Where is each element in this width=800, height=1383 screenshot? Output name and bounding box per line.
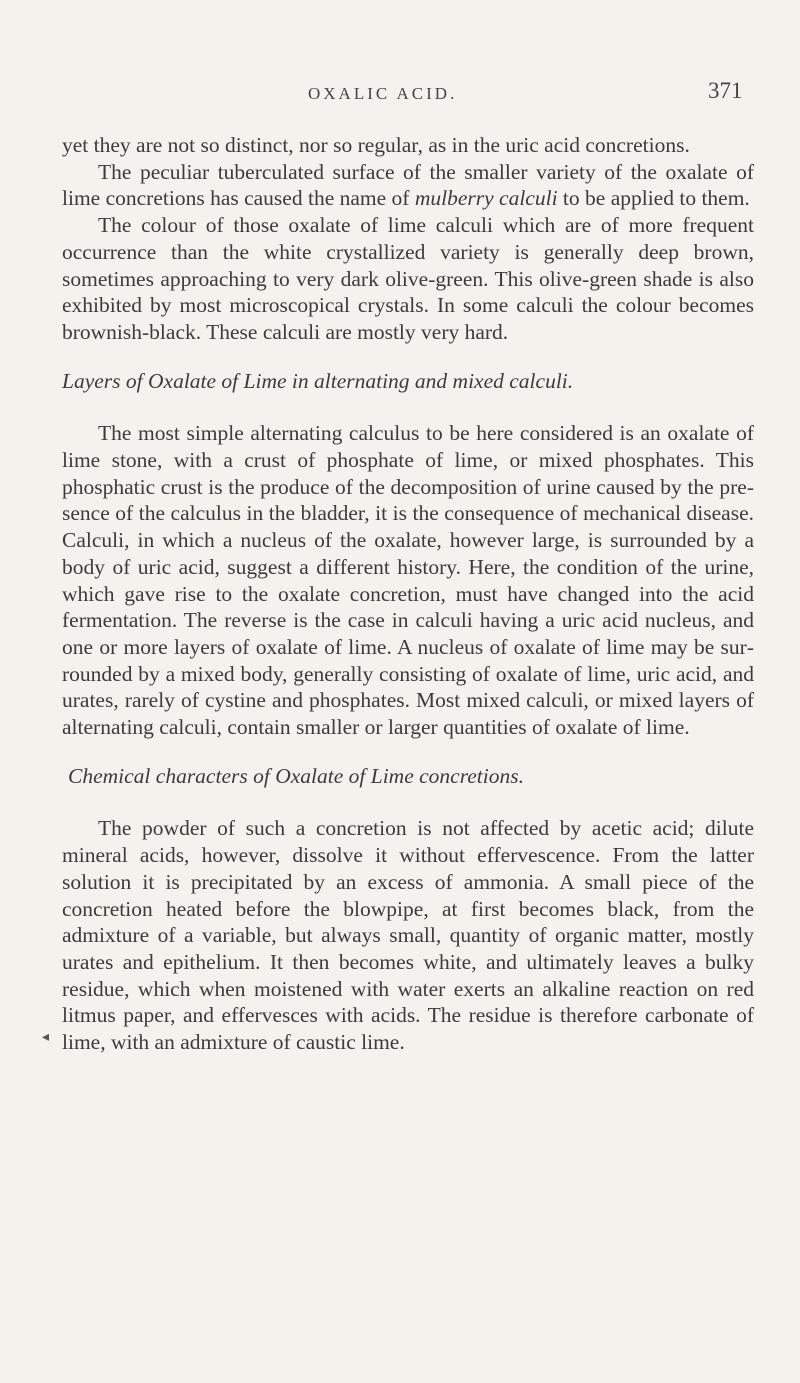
body-text <box>62 132 754 1056</box>
paragraph-colour: The colour of those oxalate of lime calculi which are of more frequent occurrence than the white crystallized variety is generally deep brown, sometimes approaching to very dark olive-green. This olive-green shade is also exhibited by most microscopical crystals. In some calculi the colour becomes brownish-black. These calculi are mostly very hard. <box>62 213 754 344</box>
paragraph-alternating: The most simple alternating calculus to be here considered is an oxalate of lime stone, with a crust of phosphate of lime, or mixed phosphates. This phosphatic crust is the produce of the decomposition of urine caused by the presence of the calculus in the bladder, it is the consequence of mechanical disease. Calculi, in which a nucleus of the oxalate, however large, is surrounded by a body of uric acid, suggest a different history. Here, the condition of the urine, which gave rise to the oxalate concretion, must have changed into the acid fermentation. The reverse is the case in calculi having a uric acid nucleus, and one or more layers of oxalate of lime. A nucleus of oxalate of lime may be surrounded by a mixed body, generally consisting of oxalate of lime, uric acid, and urates, rarely of cystine and phosphates. Most mixed calculi, or mixed layers of alternating calculi, contain smaller or larger quantities of oxalate of lime. <box>62 421 754 740</box>
paragraph-mulberry <box>62 159 754 212</box>
page-header <box>0 78 800 110</box>
page-number: 371 <box>708 78 743 103</box>
running-title: OXALIC ACID. <box>308 84 458 103</box>
italic-term: mulberry calculi <box>414 186 558 211</box>
paragraph-continuation: yet they are not so distinct, nor so regular, as in the uric acid concretions. <box>62 133 690 157</box>
paragraph-text: The peculiar tuberculated surface of the smaller variety of the oxalate of lime concretions has caused the name of <box>62 159 754 211</box>
margin-mark: ◂ <box>42 1029 50 1045</box>
section-heading-chemical: Chemical characters of Oxalate of Lime concretions. <box>68 763 524 788</box>
section-heading-layers: Layers of Oxalate of Lime in alternating and mixed calculi. <box>62 368 574 393</box>
paragraph-text: to be applied to them. <box>557 186 750 211</box>
paragraph-chemical: The powder of such a concretion is not affected by acetic acid; dilute mineral acids, however, dissolve it without effervescence. From the latter solution it is precipitated by an excess of ammonia. A small piece of the concretion heated before the blowpipe, at first becomes black, from the admixture of a variable, but always small, quantity of organic matter, mostly urates and epithelium. It then becomes white, and ultimately leaves a bulky residue, which when moistened with water exerts an alkaline reaction on red litmus paper, and effervesces with acids. The residue is therefore carbonate of lime, with an admixture of caustic lime. <box>62 816 754 1055</box>
